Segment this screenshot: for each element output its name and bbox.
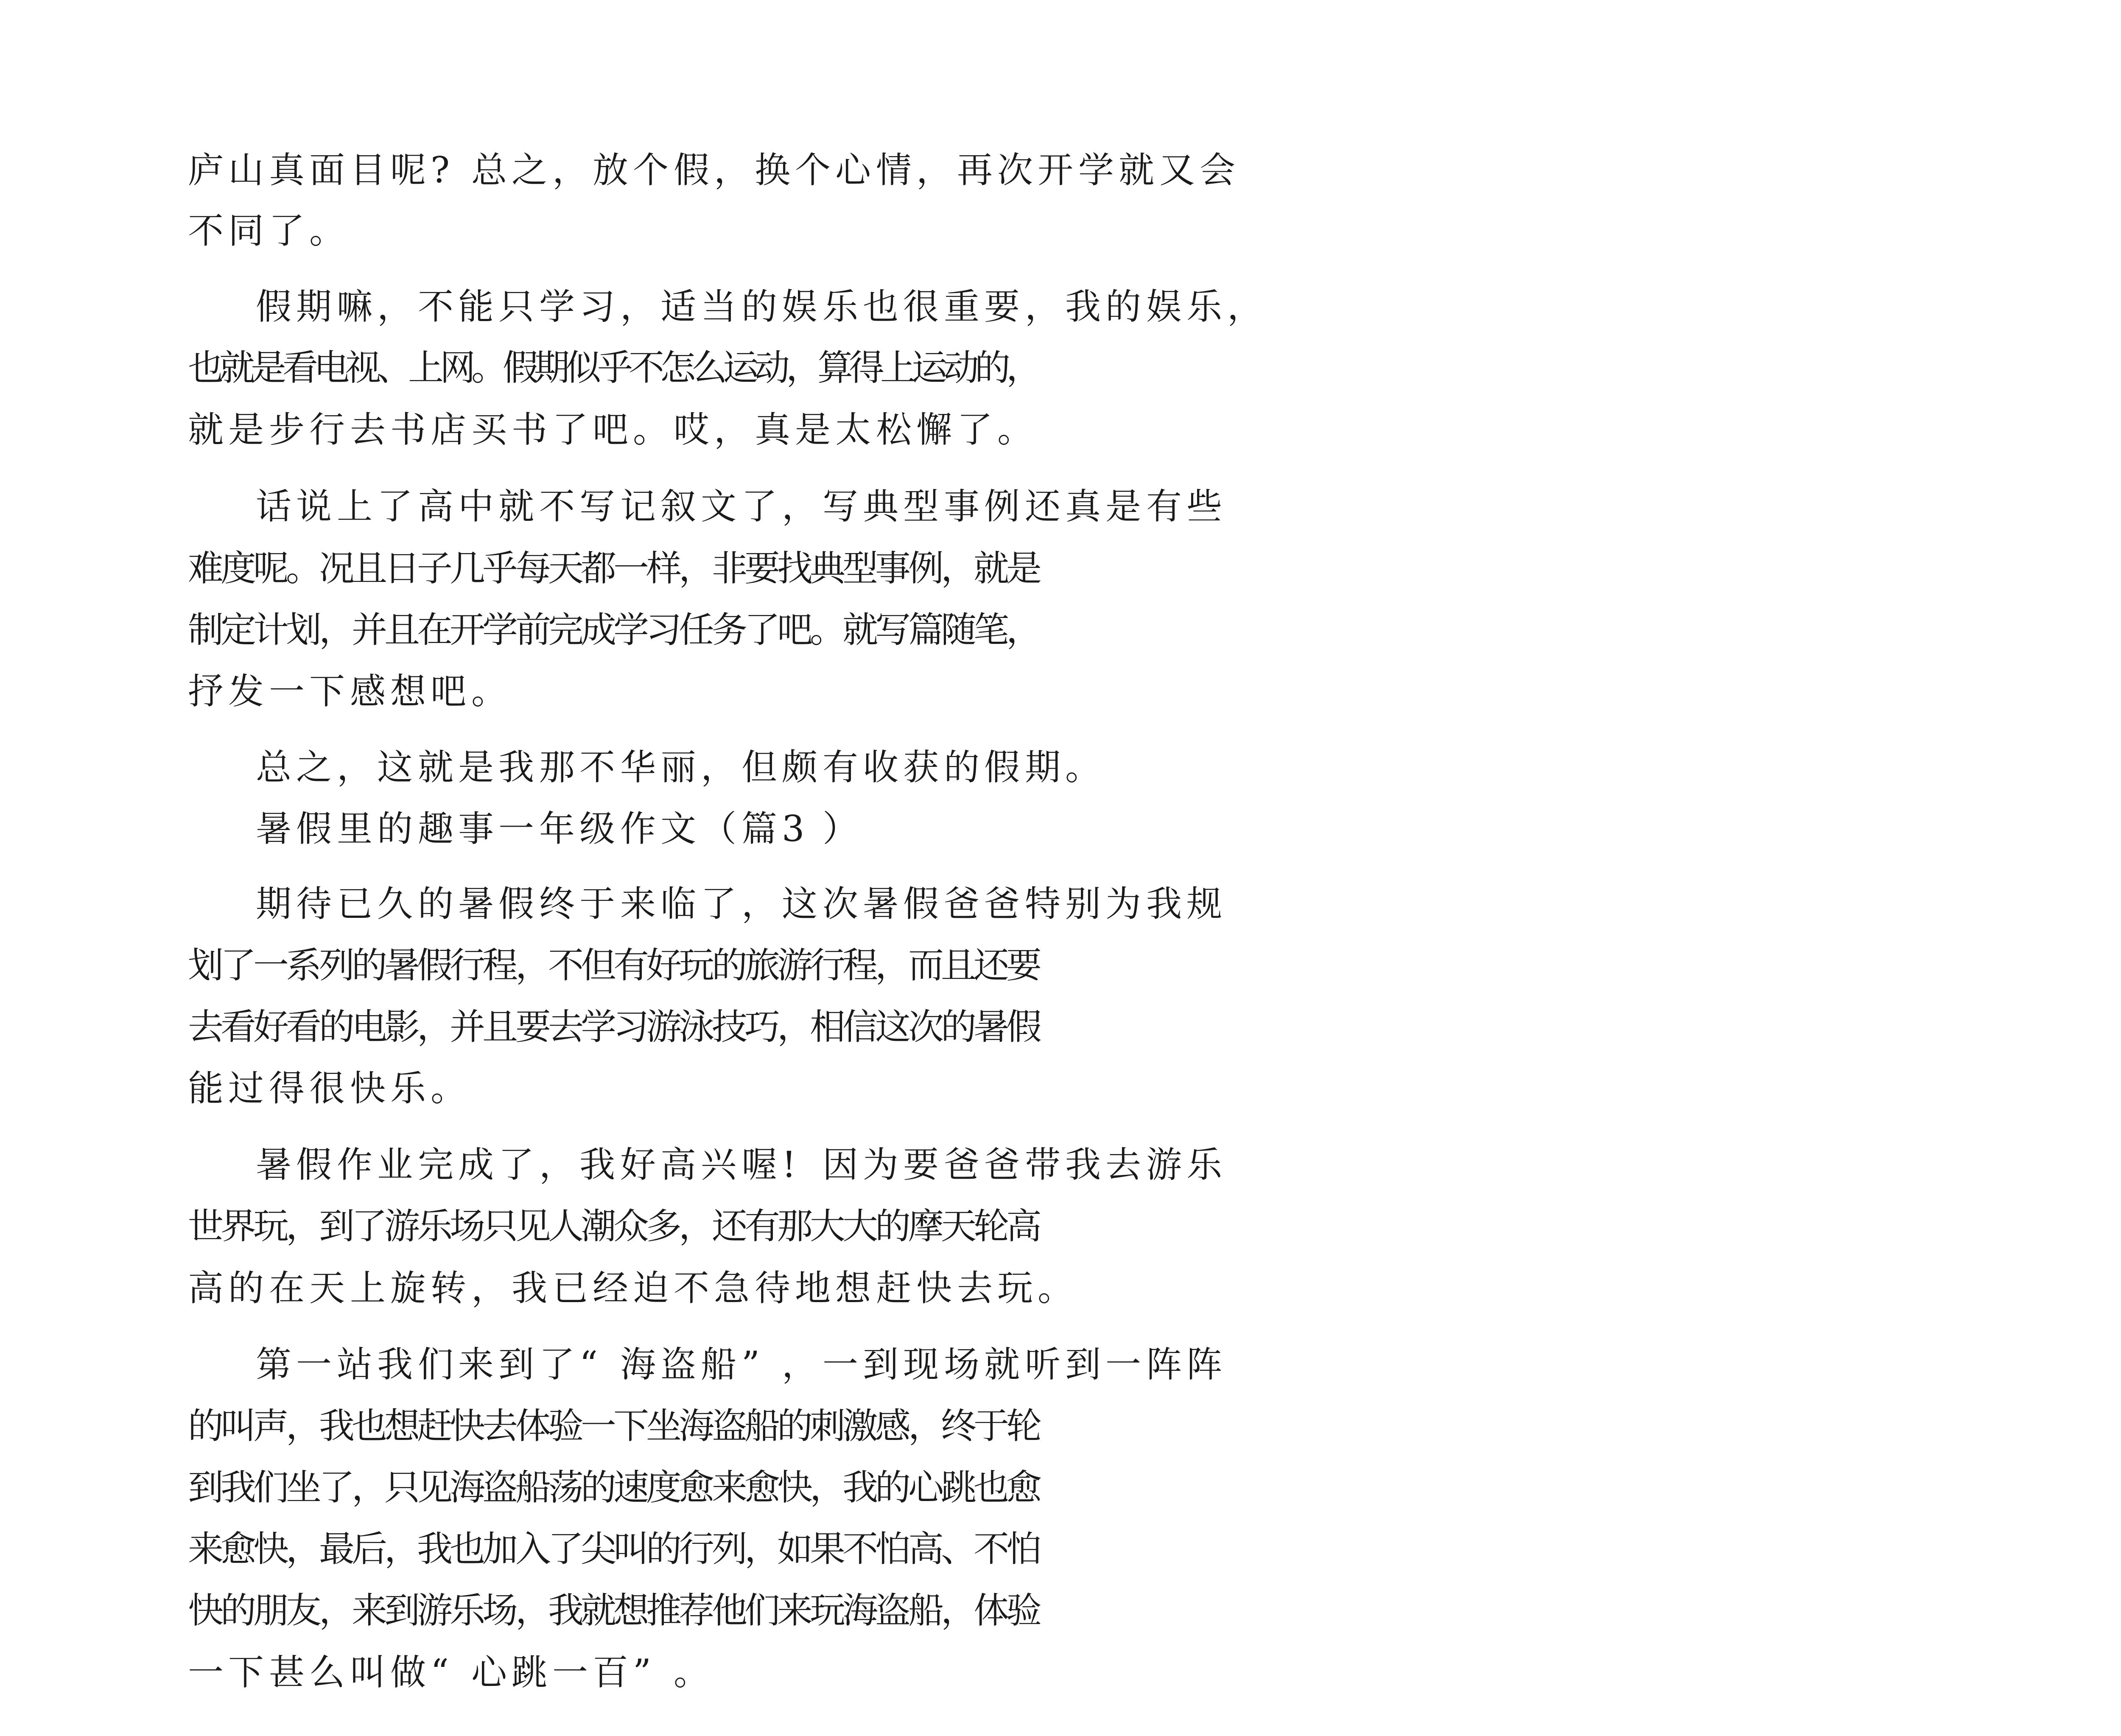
text-line-1: 庐 山 真 面 目 呢 ? 总 之 ， 放 个 假 ， 换 个 心 情 ， 再 次 开 学 就 又 会 (188, 149, 1236, 191)
text-line-21: 到 我 们 坐 了 ， 只 见 海 盗 船 荡 的 速 度 愈 来 愈 快 ， 我 的 心 跳 也 愈 (188, 1467, 1042, 1508)
text-line-18: 高 的 在 天 上 旋 转 ， 我 已 经 迫 不 急 待 地 想 赶 快 去 玩 。 (188, 1267, 1074, 1309)
text-line-14: 去 看 好 看 的 电 影 ， 并 且 要 去 学 习 游 泳 技 巧 ， 相 信 这 次 的 暑 假 (188, 1006, 1042, 1048)
text-line-5: 就 是 步 行 去 书 店 买 书 了 吧 。 哎 ， 真 是 太 松 懈 了 。 (188, 409, 1033, 450)
text-line-24: 一 下 甚 么 叫 做 “ 心 跳 一 百 ” 。 (188, 1652, 710, 1693)
text-line-8: 制 定 计 划 ， 并 且 在 开 学 前 完 成 学 习 任 务 了 吧 。 就 写 篇 随 笔 ， (188, 609, 1042, 651)
text-line-20: 的 叫 声 ， 我 也 想 赶 快 去 体 验 一 下 坐 海 盗 船 的 刺 激 感 ， 终 于 轮 (188, 1405, 1042, 1447)
text-line-3: 假 期 嘛 ， 不 能 只 学 习 ， 适 当 的 娱 乐 也 很 重 要 ， 我 的 娱 乐 ， (256, 286, 1263, 327)
text-line-7: 难 度 呢 。 况 且 日 子 几 乎 每 天 都 一 样 ， 非 要 找 典 型 事 例 ， 就 是 (188, 548, 1042, 589)
text-line-12: 期 待 已 久 的 暑 假 终 于 来 临 了 ， 这 次 暑 假 爸 爸 特 别 为 我 规 (256, 883, 1223, 925)
text-line-6: 话 说 上 了 高 中 就 不 写 记 叙 文 了 ， 写 典 型 事 例 还 真 是 有 些 (256, 486, 1223, 527)
text-line-4: 也 就 是 看 电 视 、 上 网 。 假 期 似 乎 不 怎 么 运 动 ， 算 得 上 运 动 的 ， (188, 347, 1042, 389)
text-line-9: 抒 发 一 下 感 想 吧 。 (188, 671, 507, 712)
section-heading: 暑 假 里 的 趣 事 一 年 级 作 文 （ 篇 3 ） (256, 808, 859, 850)
text-line-15: 能 过 得 很 快 乐 。 (188, 1068, 467, 1109)
text-line-17: 世 界 玩 ， 到 了 游 乐 场 只 见 人 潮 众 多 ， 还 有 那 大 大 的 摩 天 轮 高 (188, 1205, 1042, 1247)
text-line-16: 暑 假 作 业 完 成 了 ， 我 好 高 兴 喔 ! 因 为 要 爸 爸 带 我 去 游 乐 (256, 1144, 1223, 1185)
text-line-22: 来 愈 快 ， 最 后 ， 我 也 加 入 了 尖 叫 的 行 列 ， 如 果 不 怕 高 、 不 怕 (188, 1528, 1042, 1570)
text-line-2: 不 同 了 。 (188, 210, 345, 252)
text-line-19: 第 一 站 我 们 来 到 了 “ 海 盗 船 ” ， 一 到 现 场 就 听 到 一 阵 阵 (256, 1344, 1223, 1385)
text-line-13: 划 了 一 系 列 的 暑 假 行 程 ， 不 但 有 好 玩 的 旅 游 行 程 ， 而 且 还 要 (188, 945, 1042, 986)
text-line-23: 快 的 朋 友 ， 来 到 游 乐 场 ， 我 就 想 推 荐 他 们 来 玩 海 盗 船 ， 体 验 (188, 1590, 1042, 1631)
text-line-10: 总 之 ， 这 就 是 我 那 不 华 丽 ， 但 颇 有 收 获 的 假 期 。 (256, 746, 1101, 788)
